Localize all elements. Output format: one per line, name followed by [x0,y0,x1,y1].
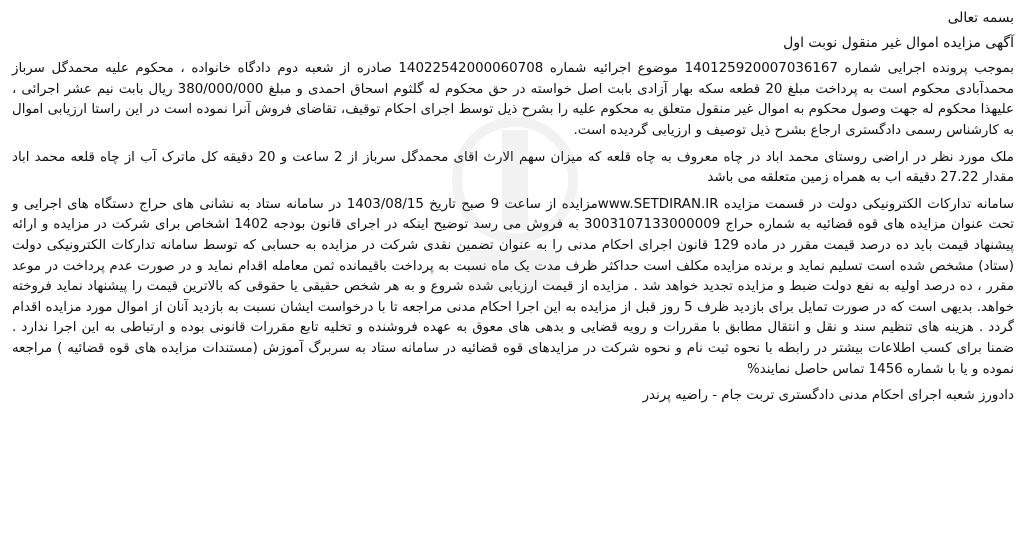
document-title: بسمه تعالی [947,10,1014,26]
notice-heading: آگهی مزایده اموال غیر منقول نوبت اول [783,34,1014,51]
signature-line: دادورز شعبه اجرای احکام مدنی دادگستری تربت جام - راضیه پرندر [642,388,1014,404]
property-description-paragraph: ملک مورد نظر در اراضی روستای محمد اباد در چاه معروف به چاه قلعه که میزان سهم الارث اقای محمدگل سرباز از 2 ساعت و 20 دقیقه کل ماترک آب از چاه قلعه محمد اباد مقدار 27.22 دقیقه اب به همراه زمین متعلقه می باشد [12,149,1014,186]
auction-terms-paragraph: سامانه تدارکات الکترونیکی دولت در قسمت مزایده www.SETDIRAN.IRمزایده از ساعت 9 صبح تاریخ 1403/08/15 در سامانه ستاد به نشانی های حراج دستگاه های اجرایی و تحت عنوان مزایده های قوه قضائیه به شماره حراج 3003107133000009 به فروش می رسد توضیح اینکه در اجرای قانون بودجه 1402 اشخاص برای شرکت در مزایده و ارائه پیشنهاد قیمت باید ده درصد قیمت مقرر در ماده 129 قانون اجرای احکام مدنی را به عنوان تضمین نقدی شرکت در مزایده به حسابی که توسط سامانه تدارکات الکترونیکی دولت (ستاد) مشخص شده است تسلیم نماید و برنده مزایده مکلف است حداکثر ظرف مدت یک ماه نسبت به پرداخت باقیمانده ثمن معامله اقدام نماید و در صورت عدم پرداخت در موعد مقرر ، ده درصد اولیه به نفع دولت ضبط و مزایده تجدید خواهد شد . مزایده از قیمت ارزیابی شده شروع و به هر شخص حقیقی یا حقوقی که بالاترین قیمت را پیشنهاد نماید فروخته خواهد. بدیهی است که در صورت تمایل برای بازدید ظرف 5 روز قبل از مزایده به این اجرا احکام مدنی مراجعه تا با درخواست ایشان نسبت به بازدید آنان از اموال مورد مزایده اقدام گردد . هزینه های تنظیم سند و نقل و انتقال مطابق با مقررات و رویه قضایی و بدهی های معوق به عهده فروشنده و تخلیه تابع مقررات قانونی بوده و ارتباطی به این اجرا ندارد . ضمنا برای کسب اطلاعات بیشتر در رابطه با نحوه ثبت نام و نحوه شرکت در مزایدهای قوه قضائیه در سامانه ستاد به سربرگ آموزش (مستندات مزایده های قوه قضائیه ) مراجعه نموده و یا با شماره 1456 تماس حاصل نمایند% [12,196,1015,377]
case-paragraph: بموجب پرونده اجرایی شماره 140125920007036167 موضوع اجرائیه شماره 14022542000060708 صادره از شعبه دوم دادگاه خانواده ، محکوم علیه محمدگل سرباز محمدآبادی محکوم است به پرداخت مبلغ 20 قطعه سکه بهار آزادی بابت اصل خواسته در حق محکوم له گلثوم اسحاق احمدی و مبلغ 380/000/000 ریال بابت نیم عشر اجرائی ، علیهذا محکوم له جهت وصول محکوم به اموال غیر منقول متعلق به محکوم علیه را بشرح ذیل توسط اجرای احکام توقیف، تقاضای فروش آنرا نموده است در این راستا ارزیابی اموال به کارشناس رسمی دادگستری ارجاع بشرح ذیل توصیف و ارزیابی گردیده است. [12,61,1014,138]
